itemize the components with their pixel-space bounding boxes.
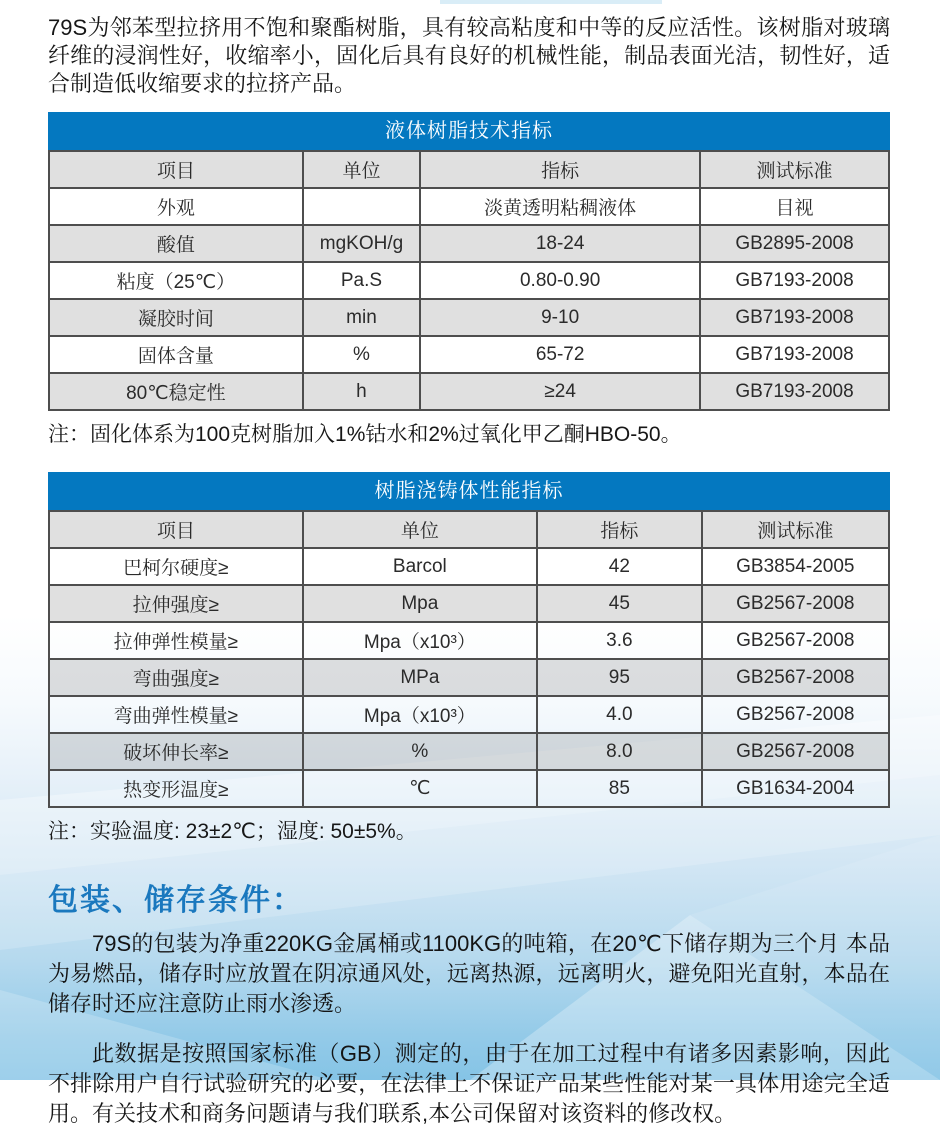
table-row [49, 373, 889, 410]
table-cell: 粘度（25℃） [49, 262, 303, 299]
table-cell: GB7193-2008 [700, 336, 889, 373]
table-cell: GB7193-2008 [700, 373, 889, 410]
table-cell: 4.0 [537, 696, 702, 733]
table-row [49, 262, 889, 299]
table-cell: 淡黄透明粘稠液体 [420, 188, 700, 225]
table-cell: 95 [537, 659, 702, 696]
table-row [49, 659, 889, 696]
table-cell: 弯曲强度≥ [49, 659, 303, 696]
table-cell: 拉伸强度≥ [49, 585, 303, 622]
table-row [49, 733, 889, 770]
table-cell: GB2567-2008 [702, 622, 889, 659]
table-cell: 破坏伸长率≥ [49, 733, 303, 770]
table-cell: 凝胶时间 [49, 299, 303, 336]
table-row [49, 336, 889, 373]
table-cell: GB7193-2008 [700, 262, 889, 299]
table-cell: GB2567-2008 [702, 696, 889, 733]
table-cell: Mpa（x10³） [303, 622, 537, 659]
column-header: 项目 [49, 511, 303, 548]
spacer [48, 448, 890, 472]
packaging-storage-paragraph: 79S的包装为净重220KG金属桶或1100KG的吨箱，在20℃下储存期为三个月 本品为易燃品，储存时应放置在阴凉通风处，远离热源，远离明火，避免阳光直射，本品在储存时还应注意防止雨水渗透。 [48, 931, 890, 1016]
casting-performance-table [48, 510, 890, 808]
table-cell: 3.6 [537, 622, 702, 659]
disclaimer-paragraph: 此数据是按照国家标准（GB）测定的，由于在加工过程中有诸多因素影响，因此不排除用户自行试验研究的必要，在法律上不保证产品某些性能对某一具体用途完全适用。有关技术和商务问题请与我们联系,本公司保留对该资料的修改权。 [48, 1041, 890, 1126]
table-cell: 弯曲弹性模量≥ [49, 696, 303, 733]
table-row [49, 770, 889, 807]
table-cell: GB2567-2008 [702, 659, 889, 696]
table-cell: 外观 [49, 188, 303, 225]
table-cell: 固体含量 [49, 336, 303, 373]
liquid-resin-spec-section [48, 112, 890, 448]
table-row [49, 585, 889, 622]
table-cell: Pa.S [303, 262, 421, 299]
table-cell: GB3854-2005 [702, 548, 889, 585]
table-cell: 0.80-0.90 [420, 262, 700, 299]
table-cell: 酸值 [49, 225, 303, 262]
table-cell: MPa [303, 659, 537, 696]
table-cell: 热变形温度≥ [49, 770, 303, 807]
table-cell: 巴柯尔硬度≥ [49, 548, 303, 585]
packaging-storage-section [48, 875, 890, 1129]
table-cell: 42 [537, 548, 702, 585]
table-cell: h [303, 373, 421, 410]
table-cell: 8.0 [537, 733, 702, 770]
column-header-row [49, 511, 889, 548]
table-cell: 目视 [700, 188, 889, 225]
casting-performance-section [48, 472, 890, 845]
table-cell: 65-72 [420, 336, 700, 373]
table-cell: % [303, 336, 421, 373]
table-cell: % [303, 733, 537, 770]
table-cell [303, 188, 421, 225]
column-header: 指标 [537, 511, 702, 548]
table-cell: 拉伸弹性模量≥ [49, 622, 303, 659]
column-header: 指标 [420, 151, 700, 188]
casting-table-note: 注：实验温度: 23±2℃；湿度: 50±5%。 [48, 820, 417, 843]
table-cell: Barcol [303, 548, 537, 585]
table-row [49, 622, 889, 659]
table-cell: GB2567-2008 [702, 585, 889, 622]
table-row [49, 696, 889, 733]
casting-table-title: 树脂浇铸体性能指标 [48, 472, 890, 510]
table-row [49, 299, 889, 336]
column-header: 测试标准 [700, 151, 889, 188]
liquid-resin-table [48, 150, 890, 411]
liquid-resin-table-note: 注：固化体系为100克树脂加入1%钴水和2%过氧化甲乙酮HBO-50。 [48, 423, 682, 446]
table-row [49, 188, 889, 225]
column-header: 单位 [303, 511, 537, 548]
table-cell: GB7193-2008 [700, 299, 889, 336]
table-cell: 45 [537, 585, 702, 622]
table-cell: 85 [537, 770, 702, 807]
table-cell: Mpa（x10³） [303, 696, 537, 733]
table-row [49, 225, 889, 262]
table-cell: mgKOH/g [303, 225, 421, 262]
table-cell: 80℃稳定性 [49, 373, 303, 410]
table-cell: ℃ [303, 770, 537, 807]
column-header: 测试标准 [702, 511, 889, 548]
product-intro-paragraph: 79S为邻苯型拉挤用不饱和聚酯树脂，具有较高粘度和中等的反应活性。该树脂对玻璃纤维的浸润性好，收缩率小，固化后具有良好的机械性能，制品表面光洁，韧性好，适合制造低收缩要求的拉挤产品。 [48, 15, 890, 96]
table-cell: ≥24 [420, 373, 700, 410]
packaging-storage-heading: 包装、储存条件： [48, 884, 304, 917]
table-cell: min [303, 299, 421, 336]
column-header: 单位 [303, 151, 421, 188]
table-row [49, 548, 889, 585]
table-cell: GB1634-2004 [702, 770, 889, 807]
spacer [48, 845, 890, 875]
liquid-resin-table-title: 液体树脂技术指标 [48, 112, 890, 150]
table-cell: Mpa [303, 585, 537, 622]
table-cell: GB2567-2008 [702, 733, 889, 770]
column-header: 项目 [49, 151, 303, 188]
table-cell: 9-10 [420, 299, 700, 336]
table-cell: 18-24 [420, 225, 700, 262]
table-cell: GB2895-2008 [700, 225, 889, 262]
column-header-row [49, 151, 889, 188]
